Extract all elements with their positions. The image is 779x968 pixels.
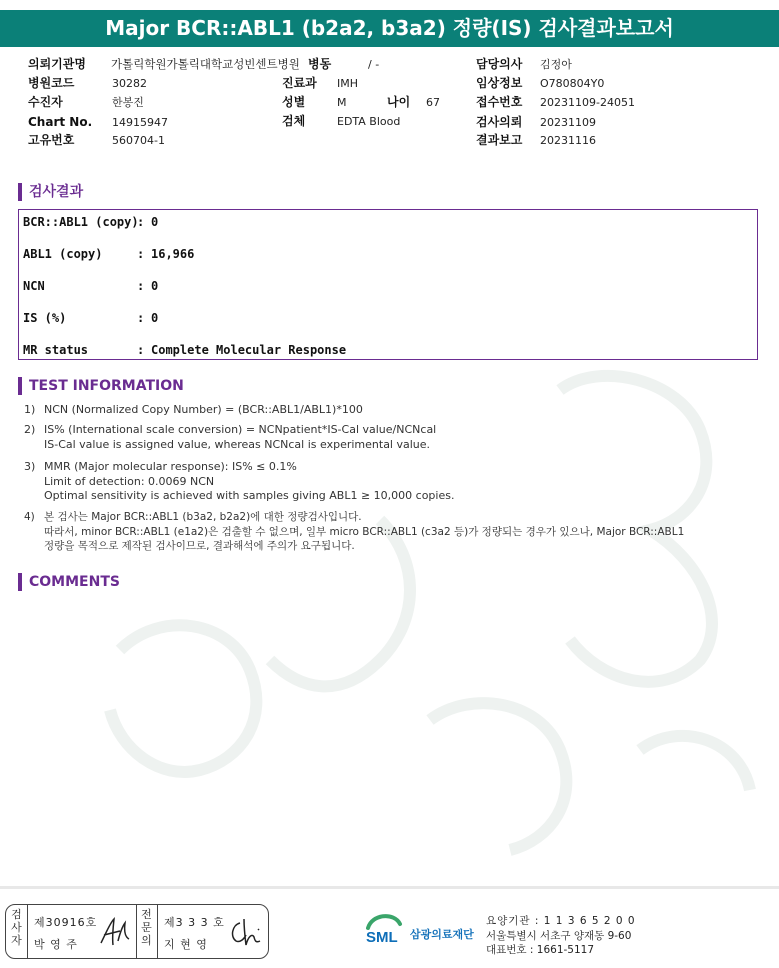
request-value: 20231109 xyxy=(540,116,596,129)
specimen-field xyxy=(282,114,401,128)
chart-label: Chart No. xyxy=(28,115,93,129)
result-label: NCN xyxy=(23,279,45,293)
result-label: ABL1 (copy) xyxy=(23,247,103,261)
result-row: BCR::ABL1 (copy): 0 xyxy=(23,215,159,229)
institution-code: 요양기관 : 1 1 3 6 5 2 0 0 xyxy=(486,915,636,927)
institution-name: 삼광의료재단 xyxy=(410,928,474,941)
doctor-value: 김정아 xyxy=(540,58,572,71)
receipt-field xyxy=(476,95,635,109)
result-label: MR status xyxy=(23,343,89,357)
result-row: IS (%) : 0 xyxy=(23,311,159,325)
result-label: BCR::ABL1 (copy) xyxy=(23,215,139,229)
test-info-item xyxy=(24,510,684,554)
ward-label: 병동 xyxy=(308,57,332,71)
ward-value: / - xyxy=(368,58,380,71)
test-info-item xyxy=(24,423,436,452)
report-title: Major BCR::ABL1 (b2a2, b3a2) 정량(IS) 검사결과보고서 xyxy=(0,10,779,47)
specialist-name: 지 현 영 xyxy=(164,938,208,951)
request-field xyxy=(476,115,596,129)
test-info-line: MMR (Major molecular response): IS% ≤ 0.1% xyxy=(44,460,297,473)
receipt-value: 20231109-24051 xyxy=(540,96,635,109)
tester-tag-text: 검사자 xyxy=(11,908,22,947)
test-info-heading: TEST INFORMATION xyxy=(18,377,184,395)
result-value: 16,966 xyxy=(151,247,195,261)
tester-license: 제30916호 xyxy=(34,916,98,929)
clinical-field xyxy=(476,76,605,90)
test-info-line: Optimal sensitivity is achieved with samples giving ABL1 ≥ 10,000 copies. xyxy=(44,489,455,502)
sml-logo-text: SML xyxy=(366,929,398,946)
age-value: 67 xyxy=(426,96,440,109)
hospital-field xyxy=(28,57,300,71)
footer-divider xyxy=(0,886,779,889)
clinical-value: O780804Y0 xyxy=(540,77,605,90)
result-label: IS (%) xyxy=(23,311,67,325)
tester-signature xyxy=(98,915,132,949)
name-value: 한봉진 xyxy=(112,96,144,109)
result-value: 0 xyxy=(151,215,159,229)
id-value: 560704-1 xyxy=(112,134,165,147)
test-info-number: 4) xyxy=(24,511,35,523)
sml-logo-icon xyxy=(364,910,404,950)
results-box xyxy=(18,209,758,360)
doctor-label: 담당의사 xyxy=(476,57,523,71)
report-date-value: 20231116 xyxy=(540,134,596,147)
tester-tag xyxy=(6,905,28,959)
name-label: 수진자 xyxy=(28,95,63,109)
test-info-line: 정량을 목적으로 제작된 검사이므로, 결과해석에 주의가 요구됩니다. xyxy=(44,540,355,552)
test-info-number: 3) xyxy=(24,460,36,473)
specialist-license: 제3 3 3 호 xyxy=(164,916,225,929)
code-label: 병원코드 xyxy=(28,76,75,90)
ward-field xyxy=(308,57,380,71)
id-label: 고유번호 xyxy=(28,133,75,147)
code-field xyxy=(28,76,147,90)
doctor-field xyxy=(476,57,572,71)
hospital-value: 가톨릭학원가톨릭대학교성빈센트병원 xyxy=(111,57,300,71)
signature-box xyxy=(5,904,269,959)
chart-field xyxy=(28,115,168,129)
sex-value: M xyxy=(337,96,347,109)
clinical-label: 임상정보 xyxy=(476,76,523,90)
test-info-line: IS% (International scale conversion) = NCNpatient*IS-Cal value/NCNcal xyxy=(44,423,437,436)
dept-label: 진료과 xyxy=(282,76,317,90)
results-heading: 검사결과 xyxy=(18,183,83,201)
test-info-line: 따라서, minor BCR::ABL1 (e1a2)은 검출할 수 없으며, 일부 micro BCR::ABL1 (c3a2 등)가 정량되는 경우가 있으나, Major BCR::ABL1 xyxy=(44,525,685,538)
test-info-item xyxy=(24,460,454,504)
result-value: 0 xyxy=(151,279,159,293)
report-date-label: 결과보고 xyxy=(476,133,523,147)
name-field xyxy=(28,95,144,109)
chart-value: 14915947 xyxy=(112,116,168,129)
age-field xyxy=(387,95,440,109)
test-info-item xyxy=(24,403,363,418)
institution-phone: 대표번호 : 1661-5117 xyxy=(486,944,595,956)
specimen-label: 검체 xyxy=(282,114,306,128)
age-label: 나이 xyxy=(387,95,411,109)
specimen-value: EDTA Blood xyxy=(337,115,401,128)
hospital-label: 의뢰기관명 xyxy=(28,57,86,71)
sex-field xyxy=(282,95,347,109)
specialist-signature xyxy=(226,915,264,949)
sex-label: 성별 xyxy=(282,95,306,109)
specialist-tag-text: 전문의 xyxy=(141,908,152,947)
institution-address: 서울특별시 서초구 양재동 9-60 xyxy=(486,930,632,942)
comments-heading: COMMENTS xyxy=(18,573,120,591)
dept-value: IMH xyxy=(337,77,359,90)
request-label: 검사의뢰 xyxy=(476,115,523,129)
code-value: 30282 xyxy=(112,77,147,90)
test-info-line: 본 검사는 Major BCR::ABL1 (b3a2, b2a2)에 대한 정량검사입니다. xyxy=(44,511,362,523)
receipt-label: 접수번호 xyxy=(476,95,523,109)
result-row: NCN : 0 xyxy=(23,279,159,293)
test-info-line: Limit of detection: 0.0069 NCN xyxy=(44,474,215,488)
tester-name: 박 영 주 xyxy=(34,938,78,951)
result-value: 0 xyxy=(151,311,159,325)
id-field xyxy=(28,133,165,147)
result-row: ABL1 (copy) : 16,966 xyxy=(23,247,195,261)
report-date-field xyxy=(476,133,596,147)
specialist-tag xyxy=(136,905,158,959)
dept-field xyxy=(282,76,359,90)
test-info-line: NCN (Normalized Copy Number) = (BCR::ABL1/ABL1)*100 xyxy=(44,403,363,416)
result-value: Complete Molecular Response xyxy=(151,343,347,357)
result-row: MR status : Complete Molecular Response xyxy=(23,343,347,357)
test-info-number: 2) xyxy=(24,423,36,436)
test-info-line: IS-Cal value is assigned value, whereas NCNcal is experimental value. xyxy=(44,437,431,451)
test-info-number: 1) xyxy=(24,403,36,416)
